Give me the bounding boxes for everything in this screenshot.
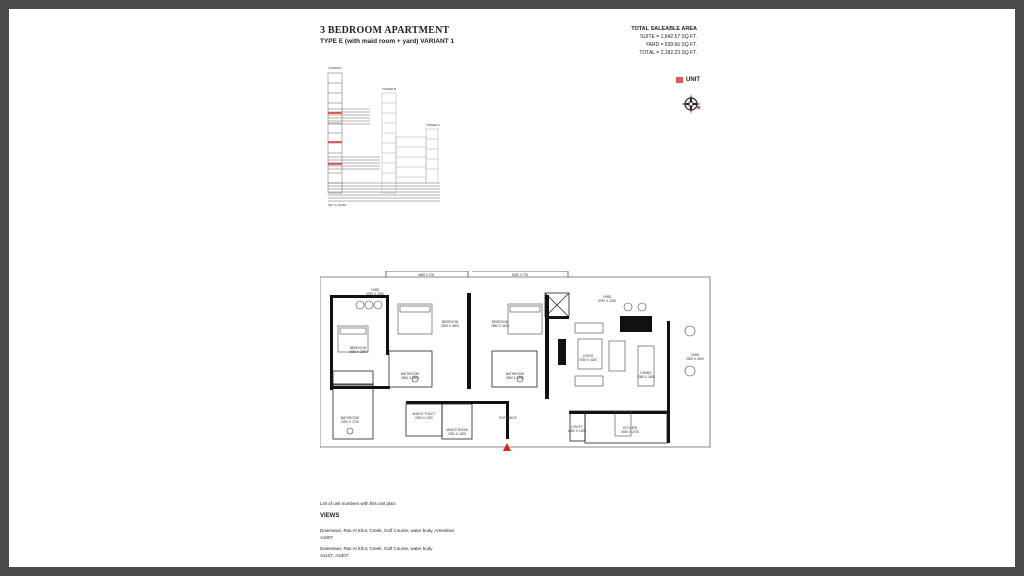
views-row — [320, 527, 454, 541]
room-utility-dim: 1500 X 1200 — [567, 429, 587, 433]
room-bathroom-mid-dim: 2800 X 1800 — [400, 376, 420, 380]
dim-top-right: 5150 X 700 — [511, 273, 529, 277]
room-bedroom-right-dim: 3650 X 3150 — [490, 324, 510, 328]
room-bedroom-left-dim: 3450 X 3290 — [348, 350, 368, 354]
room-yard-top-dim: 5750 X 1630 — [597, 299, 617, 303]
unit-legend-swatch — [676, 77, 683, 83]
room-dining: DINING — [640, 371, 652, 375]
room-bathroom-left: BATHROOM — [340, 416, 360, 420]
room-maids-room-dim: 2300 X 1600 — [447, 432, 467, 436]
room-living-dim: 3750 X 4200 — [578, 358, 598, 362]
views-row — [320, 545, 433, 559]
area-heading: TOTAL SALEABLE AREA — [631, 26, 697, 32]
views-row-units: A1007 — [320, 535, 334, 540]
room-bedroom-left: BEDROOM — [349, 346, 367, 350]
building-elevation-diagram — [320, 57, 445, 207]
room-maids-room: MAID'S ROOM — [446, 428, 468, 432]
saleable-area-block — [631, 25, 697, 57]
room-kitchen: KITCHEN — [623, 426, 637, 430]
room-living: LIVING — [582, 354, 594, 358]
room-entrance: ENTRANCE — [499, 416, 517, 420]
room-maids-toilet-dim: 2300 X 1200 — [414, 416, 434, 420]
room-yard-left: YARD — [370, 288, 380, 292]
room-bathroom-right: BATHROOM — [505, 372, 525, 376]
room-yard-right: YARD — [690, 353, 700, 357]
key-level-label: KEY 3 LEVEL — [328, 203, 347, 207]
unit-legend-label: UNIT — [686, 77, 700, 83]
views-row-units: A2107, A4307 — [320, 553, 349, 558]
document-sheet — [9, 9, 1015, 567]
tower-a-label: TOWER A — [328, 66, 342, 70]
room-bathroom-left-dim: 2900 X 1700 — [340, 420, 360, 424]
unit-legend — [676, 77, 700, 83]
room-bedroom-mid-dim: 3300 X 3600 — [440, 324, 460, 328]
area-total: TOTAL = 2,182.23 SQ.FT. — [639, 50, 697, 56]
room-dining-dim: 2350 X 3400 — [636, 375, 656, 379]
room-utility: UTILITY — [571, 425, 583, 429]
room-bathroom-mid: BATHROOM — [400, 372, 420, 376]
views-heading: VIEWS — [320, 513, 340, 519]
room-maids-toilet: MAID'S TOILET — [412, 412, 436, 416]
room-yard-right-dim: 2300 X 9400 — [685, 357, 705, 361]
views-intro: List of unit numbers with this unit plan: — [320, 501, 397, 506]
tower-c-label: TOWER C — [426, 123, 441, 127]
views-row-desc: Downtown, Ras Al Khor, Creek, Golf Course, water body — [320, 546, 433, 551]
room-bedroom-mid: BEDROOM — [441, 320, 459, 324]
plan-subtitle: TYPE E (with maid room + yard) VARIANT 1 — [320, 38, 455, 45]
floor-plan — [320, 271, 715, 461]
room-yard-top: YARD — [602, 295, 612, 299]
views-row-desc: Downtown, Ras Al Khor, Creek, Golf Course, water body, Amenities — [320, 528, 455, 533]
plan-title: 3 BEDROOM APARTMENT — [320, 25, 450, 36]
area-yard: YARD = 539.66 SQ.FT. — [645, 42, 697, 48]
dim-top-left: 4485 X 700 — [417, 273, 435, 277]
compass-icon — [680, 93, 702, 115]
room-bedroom-right: BEDROOM — [491, 320, 509, 324]
area-suite: SUITE = 1,642.57 SQ.FT. — [640, 34, 697, 40]
room-yard-left-dim: 3290 X 2250 — [365, 292, 385, 296]
tower-b-label: TOWER B — [382, 87, 396, 91]
room-kitchen-dim: 3450 X 2700 — [620, 430, 640, 434]
room-bathroom-right-dim: 2800 X 1800 — [505, 376, 525, 380]
